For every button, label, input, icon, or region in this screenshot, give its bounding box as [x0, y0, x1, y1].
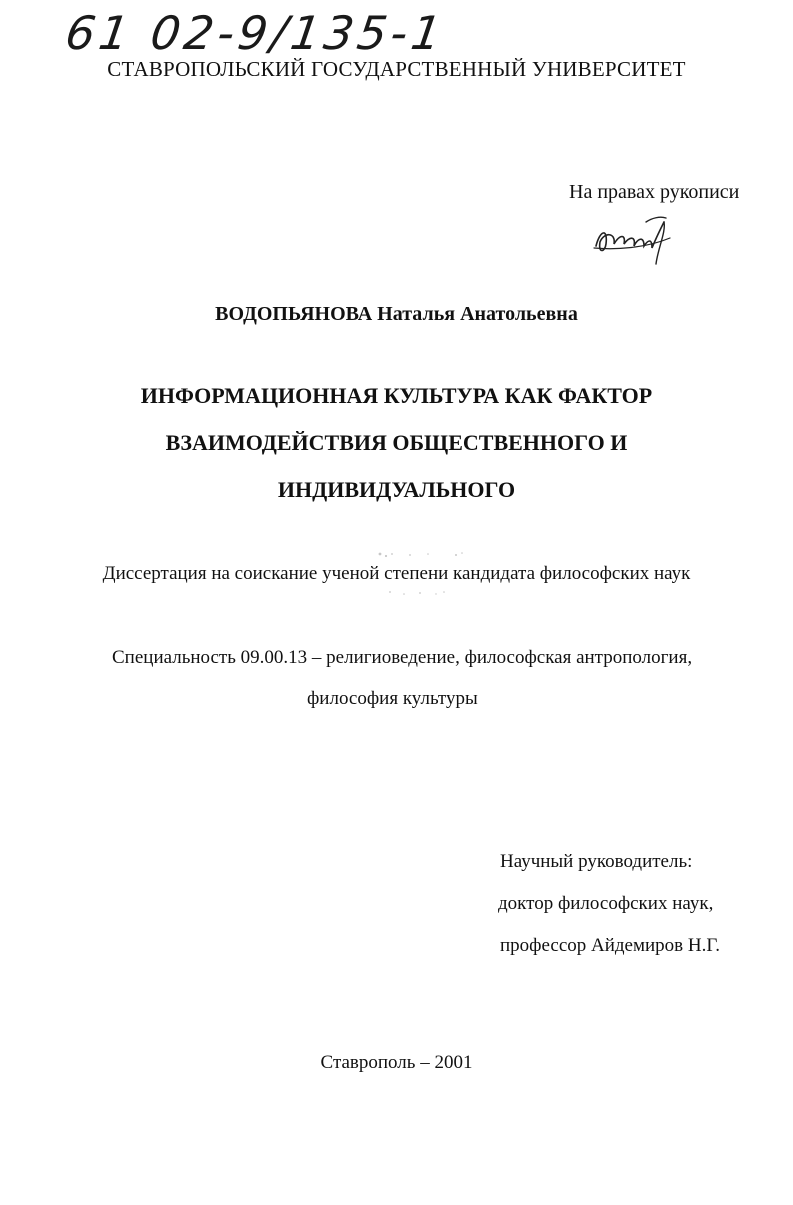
manuscript-rights-note: На правах рукописи — [569, 181, 740, 203]
thesis-title-line-2: ВЗАИМОДЕЙСТВИЯ ОБЩЕСТВЕННОГО И — [165, 430, 628, 455]
specialty-line-2: философия культуры — [307, 688, 478, 709]
city-and-year: Ставрополь – 2001 — [320, 1052, 473, 1073]
thesis-title-line-1: ИНФОРМАЦИОННАЯ КУЛЬТУРА КАК ФАКТОР — [140, 383, 653, 408]
author-name: ВОДОПЬЯНОВА Наталья Анатольевна — [215, 303, 578, 325]
supervisor-degree: доктор философских наук, — [498, 893, 714, 914]
catalog-number-handwritten: 61 02-9/135-1 — [62, 6, 449, 60]
supervisor-label: Научный руководитель: — [500, 851, 693, 872]
signature-icon — [586, 208, 686, 268]
specialty-line-1: Специальность 09.00.13 – религиоведение, философская антропология, — [112, 647, 693, 668]
thesis-title-line-3: ИНДИВИДУАЛЬНОГО — [277, 477, 516, 502]
university-name: СТАВРОПОЛЬСКИЙ ГОСУДАРСТВЕННЫЙ УНИВЕРСИТЕТ — [107, 57, 686, 81]
supervisor-name: профессор Айдемиров Н.Г. — [500, 935, 720, 956]
dissertation-statement: Диссертация на соискание ученой степени кандидата философских наук — [102, 563, 691, 584]
